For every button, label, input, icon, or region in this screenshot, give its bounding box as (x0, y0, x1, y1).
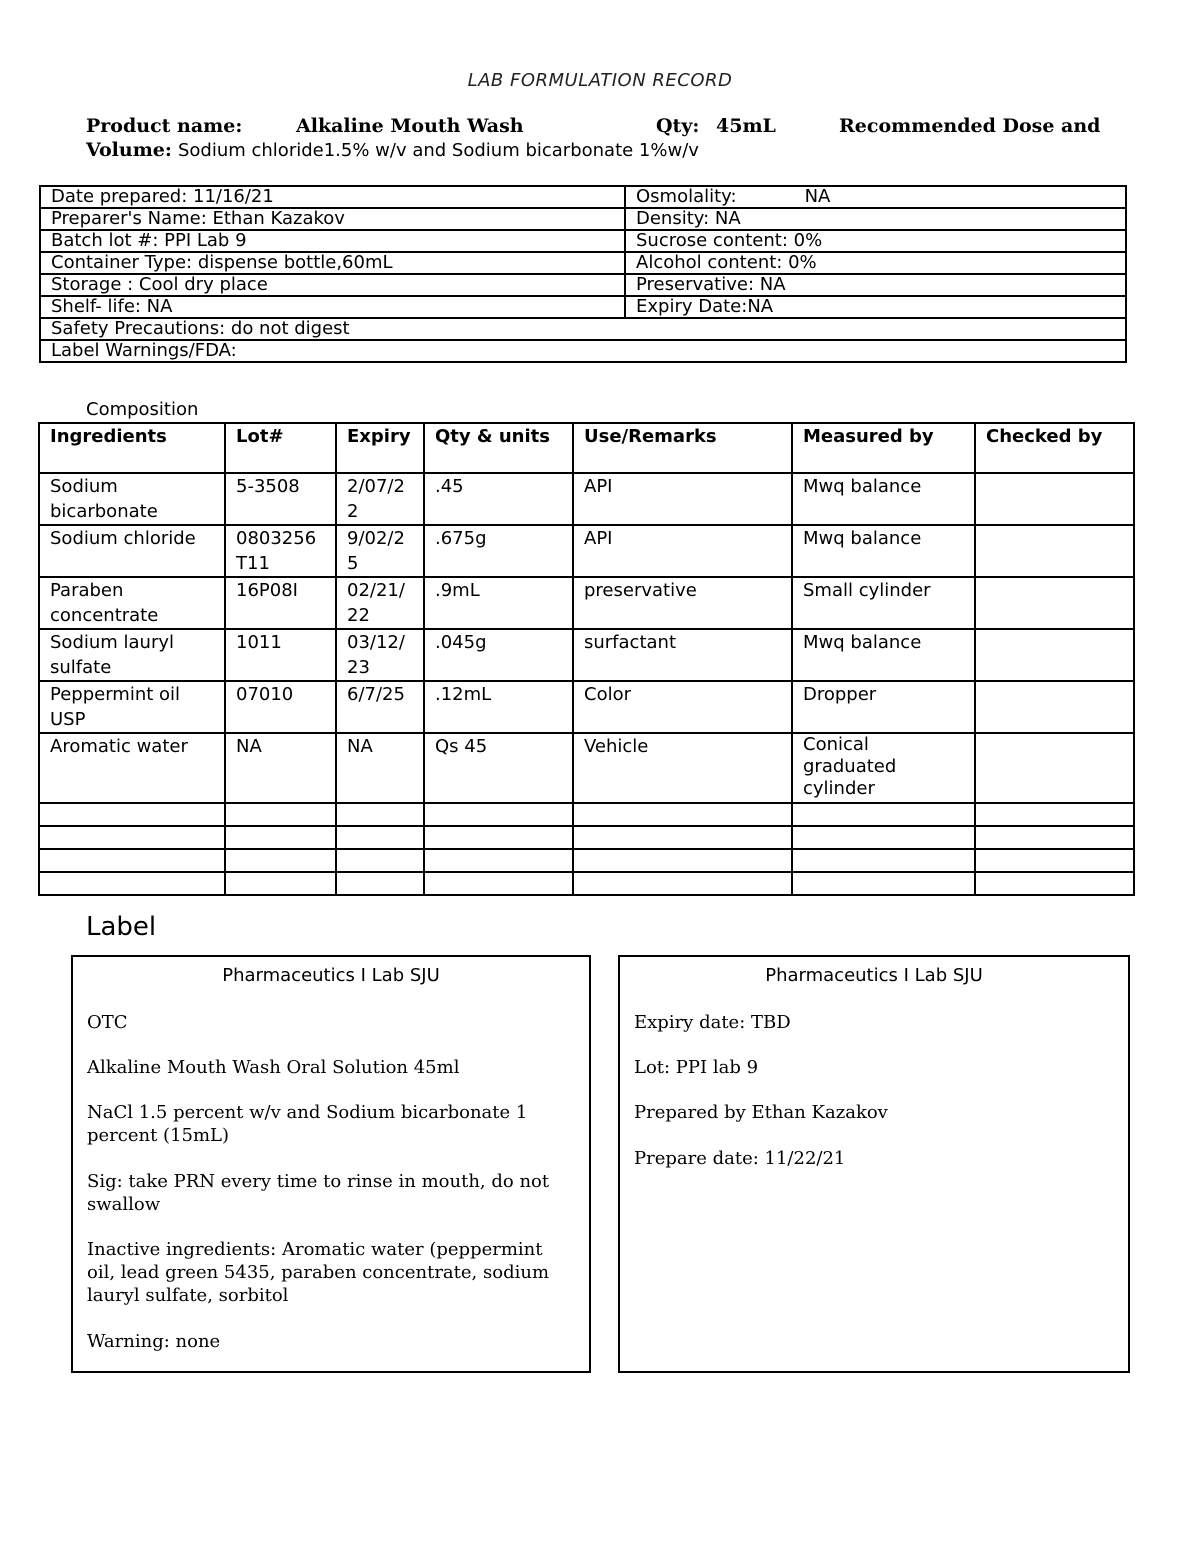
info-left: Date prepared: 11/16/21 (40, 186, 625, 208)
table-cell (975, 849, 1134, 872)
table-row (39, 577, 1134, 629)
info-row (40, 340, 1126, 362)
table-cell (792, 872, 975, 895)
product-name-label: Product name: (86, 115, 243, 137)
qty-label: Qty: (656, 115, 700, 137)
table-cell (975, 681, 1134, 733)
table-row-empty (39, 803, 1134, 826)
table-cell (336, 803, 424, 826)
table-cell: 03/12/23 (336, 629, 424, 681)
qty-value: 45mL (716, 115, 776, 137)
table-cell (975, 733, 1134, 803)
info-table (39, 185, 1127, 363)
table-cell: Peppermint oil USP (39, 681, 225, 733)
table-cell: NA (225, 733, 336, 803)
info-left: Container Type: dispense bottle,60mL (40, 252, 625, 274)
table-cell (975, 525, 1134, 577)
table-cell (336, 826, 424, 849)
table-cell (573, 849, 792, 872)
table-cell (424, 803, 573, 826)
table-cell: .9mL (424, 577, 573, 629)
info-row (40, 186, 1126, 208)
table-row (39, 473, 1134, 525)
table-row (39, 681, 1134, 733)
info-right: Density: NA (625, 208, 1126, 230)
table-cell: Mwq balance (792, 525, 975, 577)
info-left: Shelf- life: NA (40, 296, 625, 318)
table-cell: 02/21/22 (336, 577, 424, 629)
table-cell (975, 577, 1134, 629)
info-right: Alcohol content: 0% (625, 252, 1126, 274)
table-cell (573, 872, 792, 895)
volume-value: Sodium chloride1.5% w/v and Sodium bicarbonate 1%w/v (177, 140, 699, 161)
table-cell: 1011 (225, 629, 336, 681)
table-cell (975, 826, 1134, 849)
column-header: Expiry (336, 423, 424, 473)
table-cell: Vehicle (573, 733, 792, 803)
info-row (40, 252, 1126, 274)
table-cell: Dropper (792, 681, 975, 733)
table-cell (975, 803, 1134, 826)
column-header: Ingredients (39, 423, 225, 473)
table-header-row (39, 423, 1134, 473)
table-cell: .45 (424, 473, 573, 525)
table-cell (792, 826, 975, 849)
table-row (39, 525, 1134, 577)
table-cell: Sodium chloride (39, 525, 225, 577)
label-prepare-date: Prepare date: 11/22/21 (634, 1148, 846, 1169)
table-cell (424, 849, 573, 872)
table-row (39, 629, 1134, 681)
table-cell: .045g (424, 629, 573, 681)
table-row-empty (39, 872, 1134, 895)
table-cell: Small cylinder (792, 577, 975, 629)
label-warning: Warning: none (87, 1331, 221, 1352)
table-cell: 16P08I (225, 577, 336, 629)
table-cell (792, 803, 975, 826)
table-cell (39, 826, 225, 849)
info-row (40, 208, 1126, 230)
table-cell (424, 872, 573, 895)
info-right: Preservative: NA (625, 274, 1126, 296)
table-cell: 5-3508 (225, 473, 336, 525)
label-prepared-by: Prepared by Ethan Kazakov (634, 1102, 888, 1123)
composition-table (38, 422, 1135, 896)
table-cell (336, 849, 424, 872)
table-cell (225, 849, 336, 872)
page-title: LAB FORMULATION RECORD (467, 70, 733, 91)
table-cell: preservative (573, 577, 792, 629)
table-cell: API (573, 525, 792, 577)
table-cell: 6/7/25 (336, 681, 424, 733)
info-right: Osmolality: NA (625, 186, 1126, 208)
table-cell: 9/02/25 (336, 525, 424, 577)
label-card-right (618, 955, 1130, 1373)
label-product: Alkaline Mouth Wash Oral Solution 45ml (87, 1057, 460, 1078)
label-card-left (71, 955, 591, 1373)
volume-line (86, 139, 1126, 161)
table-cell (39, 849, 225, 872)
table-cell (424, 826, 573, 849)
table-cell: NA (336, 733, 424, 803)
table-cell (975, 629, 1134, 681)
table-cell: 07010 (225, 681, 336, 733)
table-cell: Paraben concentrate (39, 577, 225, 629)
table-row (39, 733, 1134, 803)
info-row (40, 274, 1126, 296)
volume-label: Volume: (86, 139, 172, 161)
column-header: Checked by (975, 423, 1134, 473)
label-warnings: Label Warnings/FDA: (40, 340, 1126, 362)
column-header: Lot# (225, 423, 336, 473)
info-row (40, 230, 1126, 252)
label-sig: Sig: take PRN every time to rinse in mouth, do not swallow (87, 1171, 550, 1215)
table-cell (573, 803, 792, 826)
label-header: Pharmaceutics I Lab SJU (222, 965, 440, 986)
info-right: Sucrose content: 0% (625, 230, 1126, 252)
info-left: Storage : Cool dry place (40, 274, 625, 296)
table-cell (39, 872, 225, 895)
table-cell: surfactant (573, 629, 792, 681)
column-header: Measured by (792, 423, 975, 473)
table-cell: Sodium lauryl sulfate (39, 629, 225, 681)
table-cell: Qs 45 (424, 733, 573, 803)
table-cell (39, 803, 225, 826)
product-line (86, 115, 1126, 141)
table-cell: API (573, 473, 792, 525)
composition-label: Composition (86, 399, 199, 420)
label-actives: NaCl 1.5 percent w/v and Sodium bicarbonate 1 percent (15mL) (87, 1102, 528, 1146)
label-otc: OTC (87, 1012, 128, 1033)
label-header: Pharmaceutics I Lab SJU (765, 965, 983, 986)
table-cell (792, 849, 975, 872)
info-row (40, 318, 1126, 340)
table-cell: Mwq balance (792, 473, 975, 525)
table-cell (225, 826, 336, 849)
table-cell (336, 872, 424, 895)
table-cell: 2/07/22 (336, 473, 424, 525)
table-cell: 0803256 T11 (225, 525, 336, 577)
label-lot: Lot: PPI lab 9 (634, 1057, 759, 1078)
table-cell (975, 872, 1134, 895)
info-left: Preparer's Name: Ethan Kazakov (40, 208, 625, 230)
column-header: Use/Remarks (573, 423, 792, 473)
table-cell: Sodium bicarbonate (39, 473, 225, 525)
info-right: Expiry Date:NA (625, 296, 1126, 318)
dose-label: Recommended Dose and (839, 115, 1101, 137)
table-row-empty (39, 849, 1134, 872)
info-left: Batch lot #: PPI Lab 9 (40, 230, 625, 252)
table-cell: Conical graduated cylinder (792, 733, 975, 803)
table-cell: .675g (424, 525, 573, 577)
info-row (40, 296, 1126, 318)
label-expiry: Expiry date: TBD (634, 1012, 791, 1033)
table-cell (225, 872, 336, 895)
label-heading: Label (86, 912, 157, 942)
label-inactive: Inactive ingredients: Aromatic water (peppermint oil, lead green 5435, paraben concentrate, sodium lauryl sulfate, sorbitol (87, 1239, 550, 1306)
table-cell (975, 473, 1134, 525)
product-name-value: Alkaline Mouth Wash (296, 115, 524, 137)
table-row-empty (39, 826, 1134, 849)
column-header: Qty & units (424, 423, 573, 473)
table-cell: Mwq balance (792, 629, 975, 681)
table-cell: .12mL (424, 681, 573, 733)
table-cell (225, 803, 336, 826)
table-cell (573, 826, 792, 849)
table-cell: Color (573, 681, 792, 733)
table-cell: Aromatic water (39, 733, 225, 803)
safety-precautions: Safety Precautions: do not digest (40, 318, 1126, 340)
